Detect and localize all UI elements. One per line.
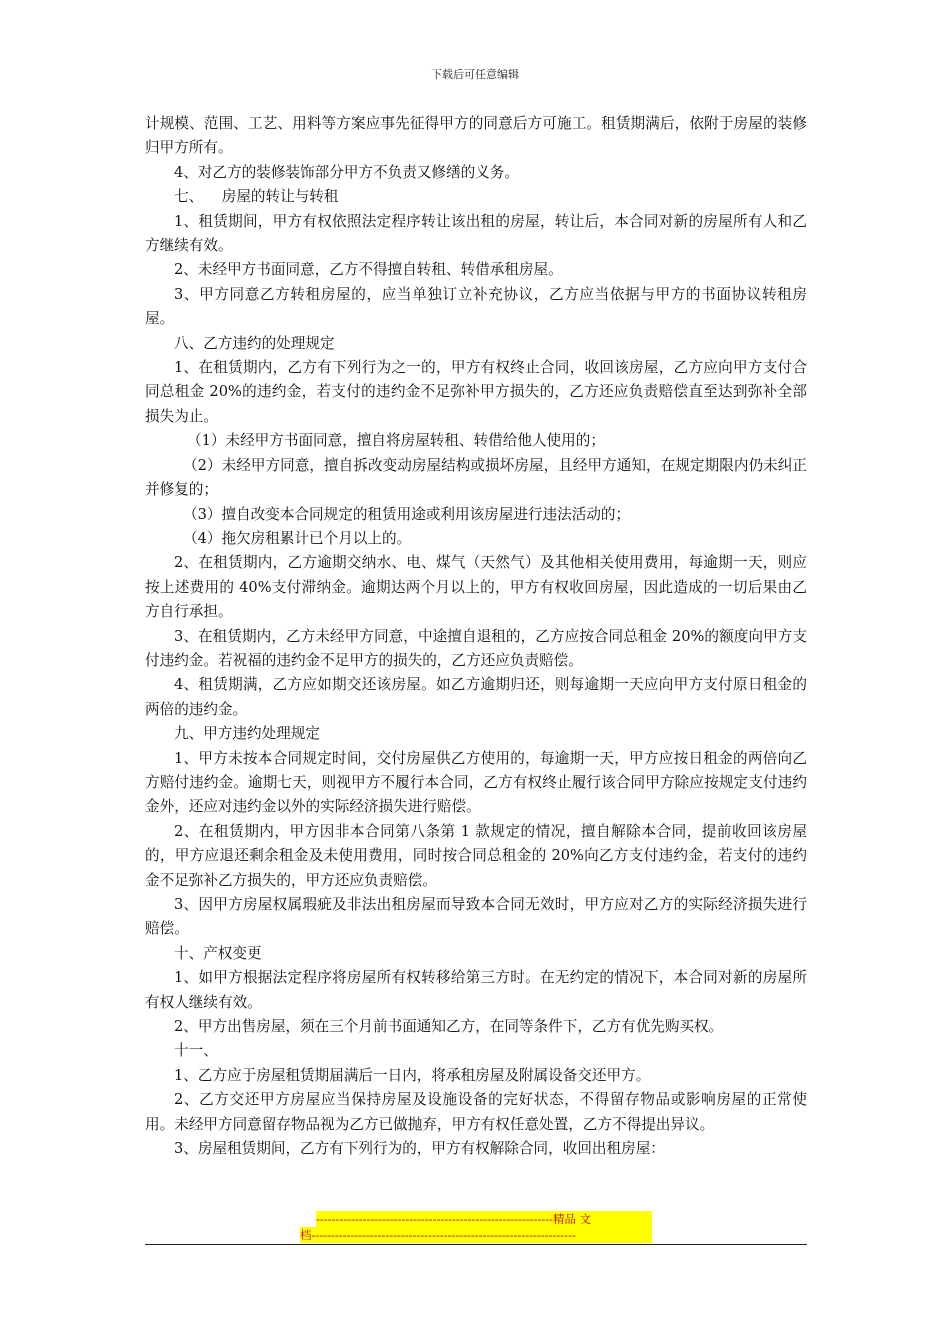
paragraph: （4）拖欠房租累计已个月以上的。 — [183, 529, 412, 547]
paragraph: 十、产权变更 — [174, 944, 262, 962]
paragraph: 1、在租赁期内，乙方有下列行为之一的，甲方有权终止合同，收回该房屋，乙方应向甲方支付合同总租金 20%的违约金，若支付的违约金不足弥补甲方损失的，乙方还应负责赔偿直至达到弥补全部损失为止。 — [145, 359, 807, 425]
paragraph: 2、在租赁期内，甲方因非本合同第八条第 1 款规定的情况，擅自解除本合同，提前收回该房屋的，甲方应退还剩余租金及未使用费用，同时按合同总租金的 20%向乙方支付违约金，若支付的违约金不足弥补乙方损失的，甲方还应负责赔偿。 — [145, 822, 807, 889]
paragraph: 1、租赁期间，甲方有权依照法定程序转让该出租的房屋，转让后，本合同对新的房屋所有人和乙方继续有效。 — [145, 212, 807, 255]
paragraph: 3、因甲方房屋权属瑕疵及非法出租房屋而导致本合同无效时，甲方应对乙方的实际经济损失进行赔偿。 — [145, 896, 807, 938]
paragraph: 2、在租赁期内，乙方逾期交纳水、电、煤气（天然气）及其他相关使用费用，每逾期一天，则应按上述费用的 40%支付滞纳金。逾期达两个月以上的，甲方有权收回房屋，因此造成的一切后果由乙方自行承担。 — [145, 554, 807, 621]
footer-rule — [145, 1244, 807, 1245]
paragraph: 十一、 — [174, 1042, 218, 1060]
paragraph: 计规模、范围、工艺、用料等方案应事先征得甲方的同意后方可施工。租赁期满后，依附于房屋的装修归甲方所有。 — [145, 115, 807, 157]
paragraph: 4、租赁期满，乙方应如期交还该房屋。如乙方逾期归还，则每逾期一天应向甲方支付原日租金的两倍的违约金。 — [145, 676, 807, 718]
header-note: 下载后可任意编辑 — [431, 68, 519, 81]
paragraph: 3、房屋租赁期间，乙方有下列行为的，甲方有权解除合同，收回出租房屋： — [174, 1140, 665, 1158]
footer-line-2: 档-------------------------------------------------------------------- — [300, 1227, 652, 1243]
paragraph: 3、甲方同意乙方转租房屋的，应当单独订立补充协议，乙方应当依据与甲方的书面协议转租房屋。 — [145, 285, 807, 328]
footer-watermark — [300, 1211, 652, 1243]
paragraph: 七、 房屋的转让与转租 — [174, 188, 339, 206]
paragraph: （2）未经甲方同意，擅自拆改变动房屋结构或损坏房屋，且经甲方通知，在规定期限内仍未纠正并修复的； — [145, 456, 807, 499]
paragraph: 2、甲方出售房屋，须在三个月前书面通知乙方，在同等条件下，乙方有优先购买权。 — [174, 1018, 724, 1036]
paragraph: 2、未经甲方书面同意，乙方不得擅自转租、转借承租房屋。 — [174, 261, 563, 279]
paragraph: （1）未经甲方书面同意，擅自将房屋转租、转借给他人使用的； — [187, 432, 605, 450]
paragraph: （3）擅自改变本合同规定的租赁用途或利用该房屋进行违法活动的； — [183, 505, 631, 523]
footer-line-1: -------------------------------------------------------------精品 文 — [316, 1211, 652, 1227]
paragraph: 1、甲方未按本合同规定时间，交付房屋供乙方使用的，每逾期一天，甲方应按日租金的两倍向乙方赔付违约金。逾期七天，则视甲方不履行本合同，乙方有权终止履行该合同甲方除应按规定支付违约金外，还应对违约金以外的实际经济损失进行赔偿。 — [145, 749, 807, 816]
paragraph: 八、乙方违约的处理规定 — [174, 334, 335, 352]
paragraph: 3、在租赁期内，乙方未经甲方同意，中途擅自退租的，乙方应按合同总租金 20%的额度向甲方支付违约金。若祝福的违约金不足甲方的损失的，乙方还应负责赔偿。 — [145, 627, 807, 669]
paragraph: 1、如甲方根据法定程序将房屋所有权转移给第三方时。在无约定的情况下，本合同对新的房屋所有权人继续有效。 — [145, 969, 807, 1011]
paragraph: 2、乙方交还甲方房屋应当保持房屋及设施设备的完好状态，不得留存物品或影响房屋的正常使用。未经甲方同意留存物品视为乙方已做抛弃，甲方有权任意处置，乙方不得提出异议。 — [145, 1091, 807, 1133]
paragraph: 1、乙方应于房屋租赁期届满后一日内，将承租房屋及附属设备交还甲方。 — [174, 1066, 651, 1084]
document-body — [145, 112, 807, 1161]
paragraph: 九、甲方违约处理规定 — [174, 725, 320, 743]
paragraph: 4、对乙方的装修装饰部分甲方不负责又修缮的义务。 — [174, 163, 519, 181]
